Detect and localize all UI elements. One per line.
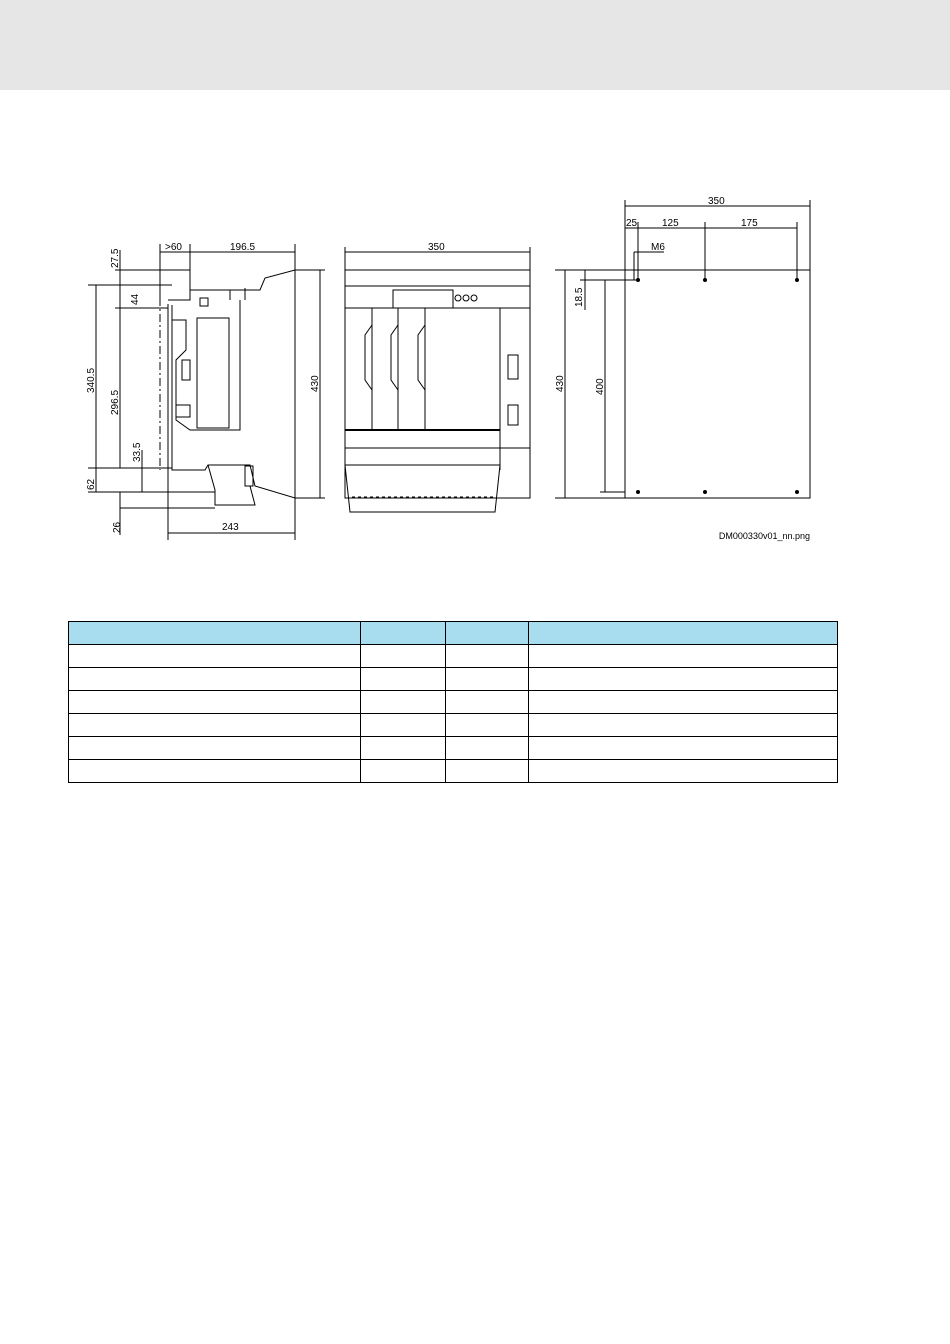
- table-cell: [445, 714, 529, 737]
- table-cell: [529, 714, 838, 737]
- mount-view: [555, 200, 810, 498]
- dim-mount-edge: 25: [626, 218, 638, 229]
- table-cell: [69, 691, 361, 714]
- table-cell: [529, 645, 838, 668]
- table-header-row: [69, 622, 838, 645]
- dim-total-depth: 243: [222, 522, 239, 533]
- spec-table: [68, 621, 838, 783]
- table-cell: [360, 668, 445, 691]
- dim-mount-height: 430: [555, 375, 566, 392]
- dim-depth-upper: 196.5: [230, 242, 256, 253]
- table-row: [69, 737, 838, 760]
- table-header-cell: [360, 622, 445, 645]
- figure-caption: DM000330v01_nn.png: [718, 531, 810, 541]
- table-cell: [529, 737, 838, 760]
- dim-top-clearance: 27.5: [110, 248, 121, 268]
- table-row: [69, 714, 838, 737]
- dim-top-offset: 44: [130, 293, 141, 305]
- dim-side-height: 430: [310, 375, 321, 392]
- table-row: [69, 668, 838, 691]
- front-view: [345, 247, 530, 512]
- table-cell: [445, 645, 529, 668]
- table-row: [69, 691, 838, 714]
- table-row: [69, 760, 838, 783]
- table-cell: [445, 691, 529, 714]
- table-cell: [360, 691, 445, 714]
- dim-hole-spacing-2: 175: [741, 218, 758, 229]
- dim-front-width: 350: [428, 242, 445, 253]
- table-cell: [69, 760, 361, 783]
- dim-lower-offset: 33.5: [132, 442, 143, 462]
- table-cell: [529, 691, 838, 714]
- table-cell: [445, 668, 529, 691]
- dim-bottom-extension: 62: [86, 478, 97, 490]
- dim-bottom-clearance: 26: [112, 521, 123, 533]
- table-cell: [445, 760, 529, 783]
- thread-label: M6: [651, 242, 665, 253]
- table-cell: [360, 645, 445, 668]
- table-cell: [69, 668, 361, 691]
- table-cell: [360, 714, 445, 737]
- table-cell: [445, 737, 529, 760]
- dim-front-clearance: >60: [165, 242, 182, 253]
- table-cell: [69, 737, 361, 760]
- table-cell: [69, 714, 361, 737]
- dim-overall-height-a: 340.5: [86, 367, 97, 393]
- table-header-cell: [69, 622, 361, 645]
- table-cell: [69, 645, 361, 668]
- table-cell: [529, 760, 838, 783]
- table-row: [69, 645, 838, 668]
- table-cell: [529, 668, 838, 691]
- side-view: [88, 244, 325, 540]
- table-header-cell: [445, 622, 529, 645]
- dim-top-hole: 18.5: [574, 287, 585, 307]
- dim-mount-width: 350: [708, 196, 725, 207]
- dim-inner-height: 296.5: [110, 389, 121, 415]
- dim-hole-vertical: 400: [595, 378, 606, 395]
- dim-hole-spacing-1: 125: [662, 218, 679, 229]
- dimension-drawing: [0, 0, 950, 600]
- table-header-cell: [529, 622, 838, 645]
- table-cell: [360, 737, 445, 760]
- table-cell: [360, 760, 445, 783]
